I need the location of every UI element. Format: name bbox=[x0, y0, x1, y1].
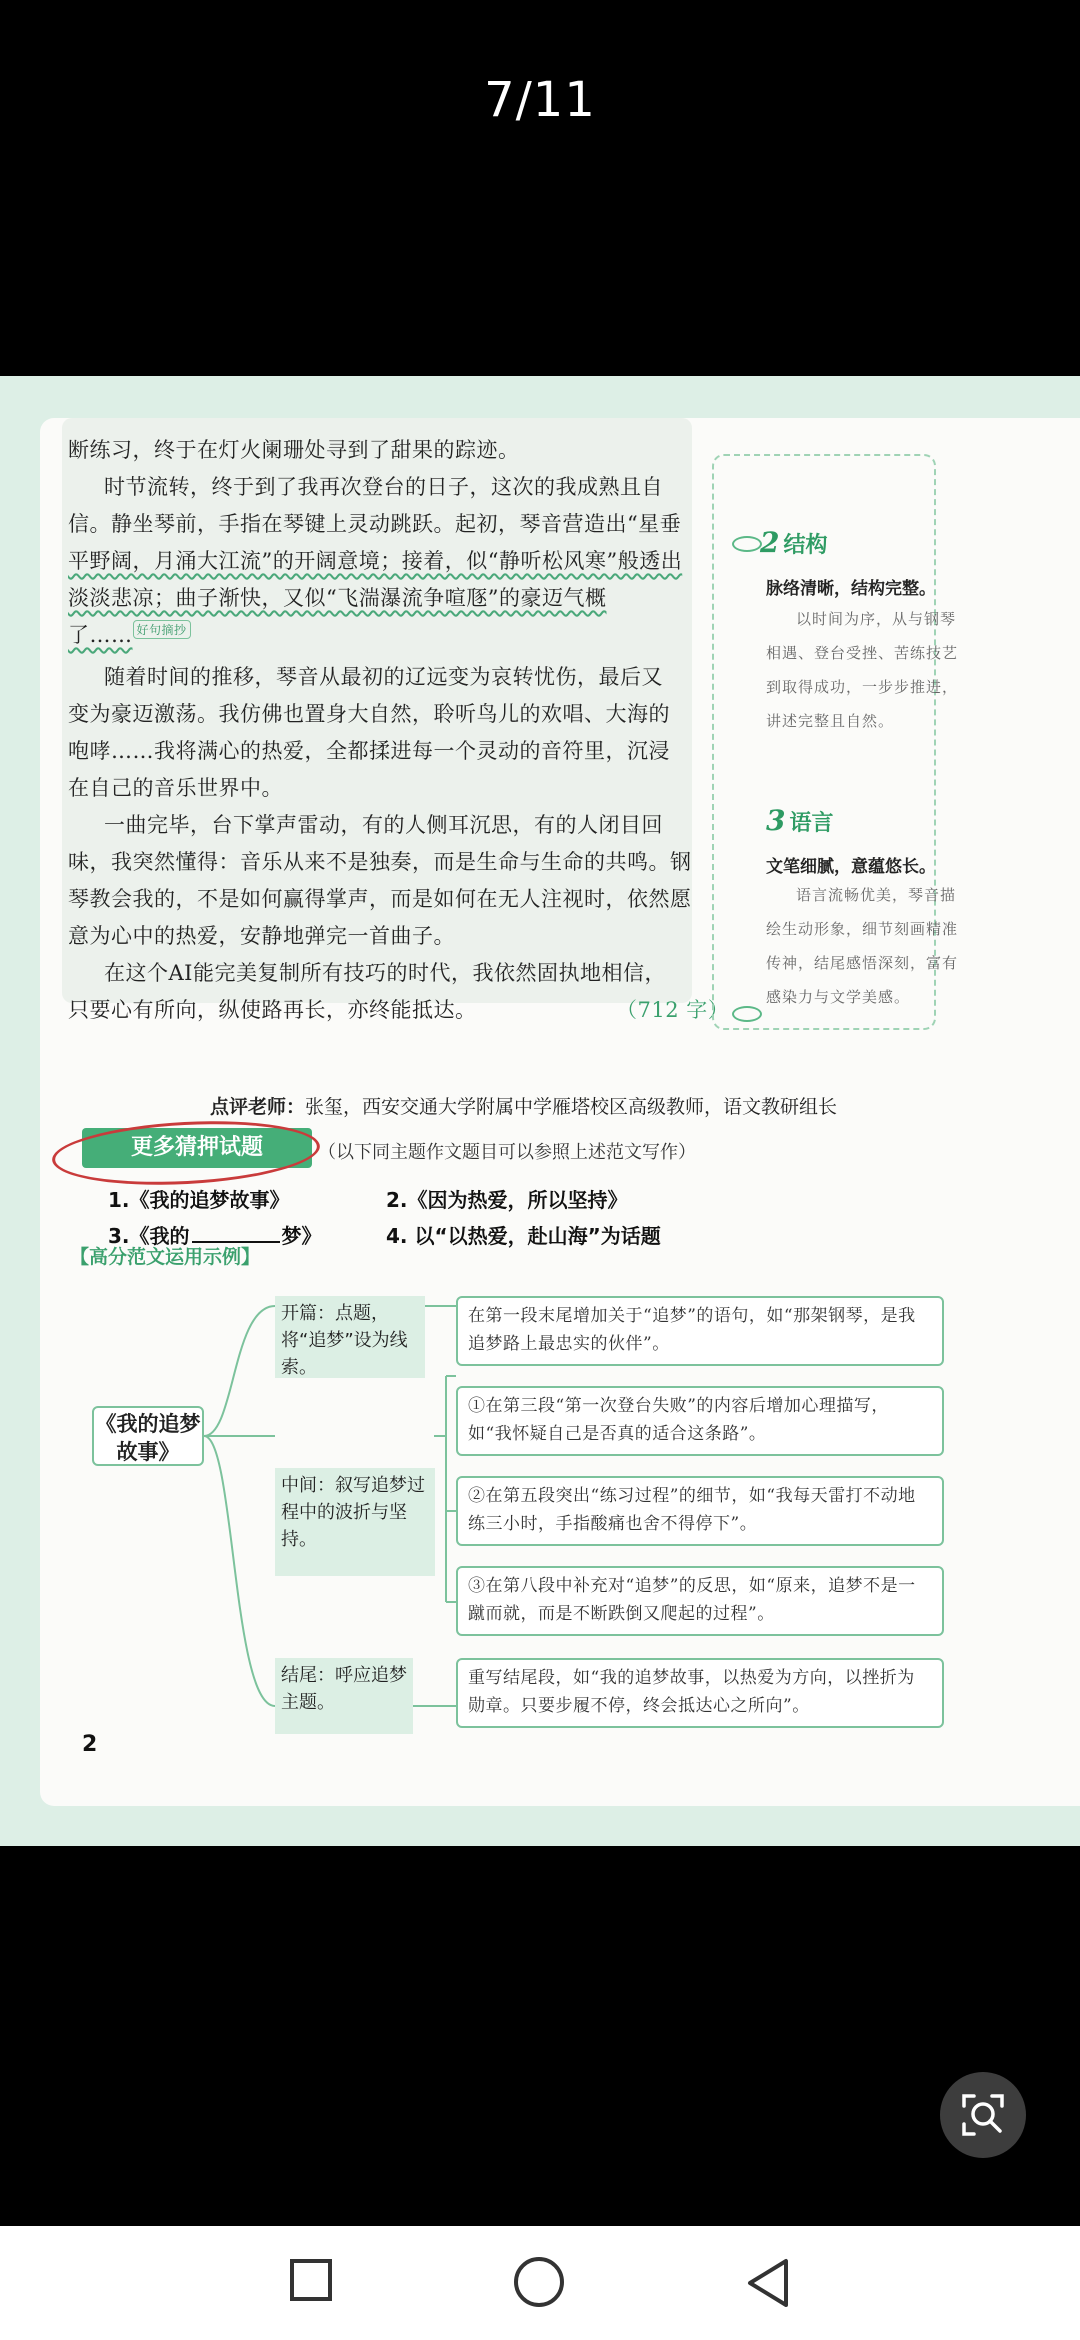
mindmap-root: 《我的追梦故事》 bbox=[92, 1406, 204, 1466]
question-prefix: 3.《我的 bbox=[108, 1224, 190, 1248]
essay-line: 变为豪迈激荡。我仿佛也置身大自然，聆听鸟儿的欢唱、大海的 bbox=[68, 702, 670, 726]
mindmap-branch-opening: 开篇：点题，将“追梦”设为线索。 bbox=[275, 1296, 425, 1378]
essay-line: 随着时间的推移，琴音从最初的辽远变为哀转忧伤，最后又 bbox=[104, 665, 663, 689]
mindmap-leaf: ①在第三段“第一次登台失败”的内容后增加心理描写，如“我怀疑自己是否真的适合这条路”。 bbox=[456, 1386, 944, 1456]
zoom-button[interactable] bbox=[940, 2072, 1026, 2158]
triangle-back-icon bbox=[750, 2261, 786, 2305]
question-item: 2.《因为热爱，所以坚持》 bbox=[386, 1188, 628, 1212]
word-count: （712 字） bbox=[626, 998, 730, 1022]
essay-line-end: 了…… bbox=[68, 623, 133, 647]
essay-line: 断练习，终于在灯火阑珊处寻到了甜果的踪迹。 bbox=[68, 438, 520, 462]
essay-line: 意为心中的热爱，安静地弹完一首曲子。 bbox=[68, 924, 455, 948]
essay-line: 信。静坐琴前，手指在琴键上灵动跳跃。起初，琴音营造出“星垂 bbox=[68, 512, 682, 536]
viewer-top-bar bbox=[0, 0, 1080, 376]
mindmap-leaf: ②在第五段突出“练习过程”的细节，如“我每天雷打不动地练三小时，手指酸痛也舍不得停下”。 bbox=[456, 1476, 944, 1546]
search-zoom-icon bbox=[940, 2072, 1026, 2158]
essay-line: 一曲完毕，台下掌声雷动，有的人侧耳沉思，有的人闭目回 bbox=[104, 813, 663, 837]
good-sentence-tag: 好句摘抄 bbox=[133, 620, 191, 639]
question-item: 4. 以“以热爱，赴山海”为话题 bbox=[386, 1224, 661, 1248]
essay-line: 在这个AI能完美复制所有技巧的时代，我依然固执地相信， bbox=[104, 961, 666, 985]
section-number: 3 bbox=[766, 804, 786, 837]
document-photo[interactable] bbox=[0, 376, 1080, 1846]
section-number: 2 bbox=[760, 526, 780, 559]
essay-line: 味，我突然懂得：音乐从来不是独奏，而是生命与生命的共鸣。钢 bbox=[68, 850, 692, 874]
essay-line-text: 只要心有所向，纵使路再长，亦终能抵达。 bbox=[68, 998, 477, 1022]
viewer-bottom-bar bbox=[0, 1846, 1080, 2226]
mindmap-branch-middle: 中间：叙写追梦过程中的波折与坚持。 bbox=[275, 1468, 435, 1576]
mindmap-leaf: 在第一段末尾增加关于“追梦”的语句，如“那架钢琴，是我追梦路上最忠实的伙伴”。 bbox=[456, 1296, 944, 1366]
sidebar-summary: 文笔细腻，意蕴悠长。 bbox=[766, 857, 936, 877]
system-nav-bar bbox=[0, 2226, 1080, 2340]
banner-note: （以下同主题作文题目可以参照上述范文写作） bbox=[318, 1142, 696, 1163]
essay-line: 在自己的音乐世界中。 bbox=[68, 776, 283, 800]
more-questions-banner: 更多猜押试题 bbox=[82, 1128, 312, 1168]
sidebar-body: 语言流畅优美，琴音描绘生动形象，细节刻画精准传神，结尾感悟深刻，富有感染力与文学美感。 bbox=[766, 886, 959, 1006]
sidebar-summary: 脉络清晰，结构完整。 bbox=[766, 579, 936, 599]
essay-line: 咆哮……我将满心的热爱，全都揉进每一个灵动的音符里，沉浸 bbox=[68, 739, 670, 763]
essay-line: 淡淡悲凉；曲子渐快，又似“飞湍瀑流争喧豗”的豪迈气概 bbox=[68, 586, 607, 610]
back-button[interactable] bbox=[744, 2256, 794, 2310]
mindmap-leaf: 重写结尾段，如“我的追梦故事，以热爱为方向，以挫折为勋章。只要步履不停，终会抵达心之所向”。 bbox=[456, 1658, 944, 1728]
reviewer-label: 点评老师： bbox=[210, 1096, 306, 1118]
page-counter: 7/11 bbox=[484, 72, 596, 128]
reviewer-name: 张玺，西安交通大学附属中学雁塔校区高级教师，语文教研组长 bbox=[305, 1096, 838, 1118]
section-title: 语言 bbox=[789, 811, 834, 836]
essay-line: 琴教会我的，不是如何赢得掌声，而是如何在无人注视时，依然愿 bbox=[68, 887, 692, 911]
page-number: 2 bbox=[82, 1732, 98, 1757]
mindmap-branch-ending: 结尾：呼应追梦主题。 bbox=[275, 1658, 413, 1734]
section-title: 结构 bbox=[783, 533, 828, 558]
essay-line: 时节流转，终于到了我再次登台的日子，这次的我成熟且自 bbox=[104, 475, 663, 499]
home-button[interactable] bbox=[514, 2257, 564, 2307]
section-title: 【高分范文运用示例】 bbox=[70, 1246, 261, 1268]
question-suffix: 梦》 bbox=[281, 1224, 322, 1248]
mindmap-leaf: ③在第八段中补充对“追梦”的反思，如“原来，追梦不是一蹴而就，而是不断跌倒又爬起的过程”。 bbox=[456, 1566, 944, 1636]
sidebar-body: 以时间为序，从与钢琴相遇、登台受挫、苦练技艺到取得成功，一步步推进，讲述完整且自然。 bbox=[766, 610, 959, 730]
essay-line: 平野阔，月涌大江流”的开阔意境；接着，似“静听松风寒”般透出 bbox=[68, 549, 683, 573]
question-item: 1.《我的追梦故事》 bbox=[108, 1188, 290, 1212]
recent-apps-button[interactable] bbox=[290, 2259, 332, 2301]
